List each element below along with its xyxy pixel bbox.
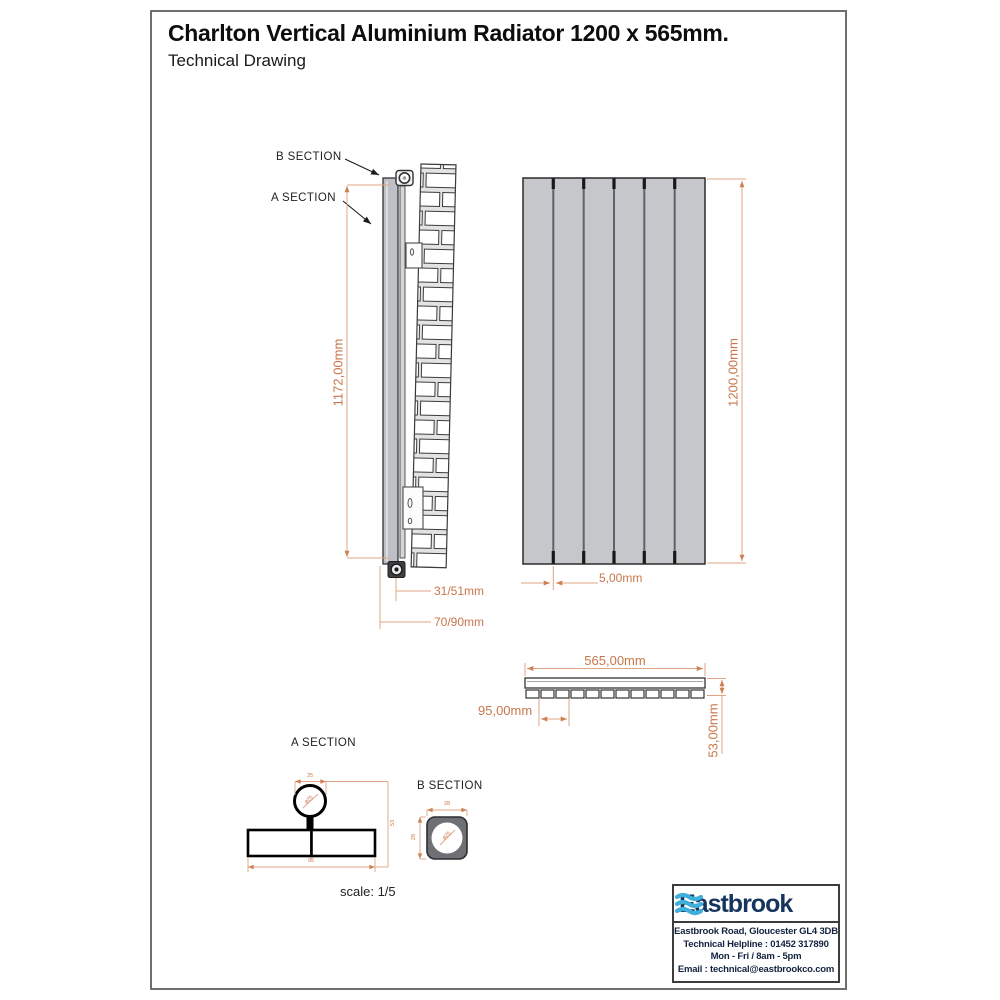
scale-note: scale: 1/5 (340, 884, 396, 899)
brand-email: Email : technical@eastbrookco.com (677, 963, 835, 975)
b-section-callout: B SECTION (276, 151, 342, 163)
brand-logo-row (674, 886, 838, 923)
wall-bracket-lower (403, 487, 423, 529)
b-section-leader (345, 159, 379, 175)
dim-panel-pitch: 95,00mm (478, 703, 533, 718)
b-section-detail-label: B SECTION (417, 780, 483, 792)
dim-panel-gap: 5,00mm (599, 571, 643, 585)
dim-a-bore: ø25 (303, 794, 315, 806)
dim-width: 565,00mm (584, 653, 646, 668)
radiator-side-panel (383, 178, 398, 564)
brand-logo-text: Eastbrook (679, 890, 793, 918)
page-subtitle: Technical Drawing (168, 51, 306, 70)
a-section-callout: A SECTION (271, 192, 336, 204)
dim-a-height: 53 (390, 819, 396, 827)
dim-b-height: 28 (411, 833, 417, 841)
dim-a-top: 25 (306, 773, 314, 779)
dim-front-height: 1200,00mm (725, 338, 741, 407)
brand-address: Eastbrook Road, Gloucester GL4 3DB (674, 926, 838, 937)
dim-side-height: 1172,00mm (330, 338, 346, 407)
a-section-detail-label: A SECTION (291, 737, 356, 749)
dim-a-width: 95 (307, 858, 315, 864)
plan-body (525, 678, 705, 688)
dim-lines-top (525, 663, 726, 754)
side-view (343, 159, 456, 629)
wall-bracket-upper (406, 243, 422, 268)
brand-waves-icon (674, 892, 704, 916)
dim-b-bore: ø25 (441, 830, 453, 842)
dim-depth: 53,00mm (705, 703, 721, 758)
plan-fins (526, 690, 704, 698)
page-title: Charlton Vertical Aluminium Radiator 1200 x 565mm. (168, 20, 729, 46)
dim-wall-distance: 70/90mm (434, 615, 485, 629)
brand-info-box (672, 884, 840, 983)
brand-hours: Mon - Fri / 8am - 5pm (710, 951, 802, 963)
dim-b-width: 28 (443, 801, 451, 807)
brand-helpline: Technical Helpline : 01452 317890 (683, 938, 829, 950)
dim-pipe-centres: 31/51mm (434, 584, 485, 598)
top-view (525, 663, 726, 754)
brand-contact-block (674, 923, 838, 976)
front-view (521, 178, 746, 590)
